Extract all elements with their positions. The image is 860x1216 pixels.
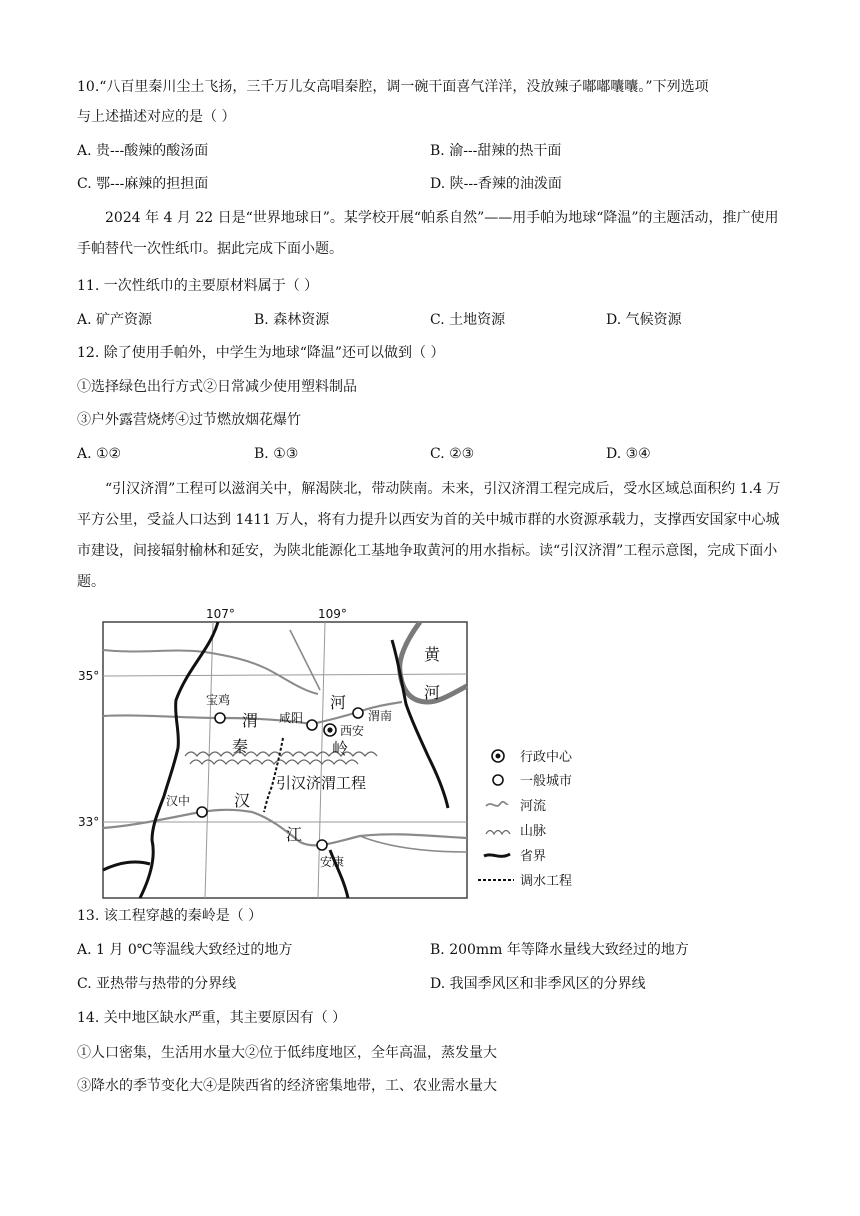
city-label-hanzhong: 汉中: [166, 794, 191, 808]
city-marker-hanzhong: [197, 807, 207, 817]
city-label-weinan: 渭南: [368, 709, 393, 723]
tributary-north-2: [290, 630, 320, 690]
q10-stem-line1: 10.“八百里秦川尘土飞扬，三千万儿女高唱秦腔，调一碗干面喜气洋洋，没放辣子嘟嘟囔囔。”下列选项: [77, 79, 709, 95]
q12-option-d[interactable]: D. ③④: [606, 446, 651, 462]
city-label-baoji: 宝鸡: [206, 693, 231, 707]
q14-statements-line1: ①人口密集，生活用水量大②位于低纬度地区，全年高温，蒸发量大: [77, 1045, 497, 1061]
q12-statements-line2: ③户外露营烧烤④过节燃放烟花爆竹: [77, 412, 301, 428]
province-boundary-southwest: [103, 862, 150, 870]
lon-label-107: 107°: [206, 607, 235, 621]
q11-option-b[interactable]: B. 森林资源: [254, 312, 330, 328]
q12-option-a[interactable]: A. ①②: [77, 446, 122, 462]
q12-option-c[interactable]: C. ②③: [430, 446, 475, 462]
mountain-label-ling: 岭: [332, 739, 349, 758]
q13-option-b[interactable]: B. 200mm 年等降水量线大致经过的地方: [430, 942, 689, 958]
project-label: 引汉济渭工程: [276, 774, 367, 792]
q11-stem: 11. 一次性纸巾的主要原材料属于（ ）: [77, 278, 319, 294]
city-marker-ankang: [317, 840, 327, 850]
river-label-he: 河: [424, 683, 441, 702]
q14-stem: 14. 关中地区缺水严重，其主要原因有（ ）: [77, 1010, 347, 1026]
legend-mountain-icon: [486, 831, 510, 835]
river-label-huang: 黄: [424, 645, 441, 664]
map-frame: [103, 622, 467, 898]
legend-label-diversion: 调水工程: [520, 874, 573, 889]
q10-stem-line2: 与上述描述对应的是（ ）: [77, 109, 236, 125]
q10-option-d[interactable]: D. 陕---香辣的油泼面: [430, 176, 562, 192]
lon-label-109: 109°: [318, 607, 347, 621]
legend-label-mountain: 山脉: [520, 824, 547, 839]
city-marker-xianyang: [307, 720, 317, 730]
q13-stem: 13. 该工程穿越的秦岭是（ ）: [77, 908, 263, 924]
legend-label-river: 河流: [520, 799, 547, 814]
han-tributary: [360, 836, 467, 852]
water-project-map: [0, 600, 860, 900]
city-marker-baoji: [215, 713, 225, 723]
city-label-xian: 西安: [340, 724, 365, 738]
q12-stem: 12. 除了使用手帕外，中学生为地球“降温”还可以做到（ ）: [77, 345, 445, 361]
q11-option-c[interactable]: C. 土地资源: [430, 312, 506, 328]
q10-option-b[interactable]: B. 渝---甜辣的热干面: [430, 143, 562, 159]
legend-label-capital: 行政中心: [520, 750, 573, 765]
legend-city-icon: [493, 775, 503, 785]
city-label-ankang: 安康: [320, 855, 345, 869]
q13-option-d[interactable]: D. 我国季风区和非季风区的分界线: [430, 976, 646, 992]
intro-paragraph-water-project: “引汉济渭”工程可以滋润关中，解渴陕北，带动陕南。未来，引汉济渭工程完成后，受水区域总面积约 1.4 万平方公里，受益人口达到 1411 万人，将有力提升以西安为首的关中城市群的水资源承载力，支撑西安国家中心城市建设，间接辐射榆林和延安，为陕北能源化工基地争取黄河的用水指标。读“引汉济渭”工程示意图，完成下面小题。: [77, 481, 781, 590]
legend-river-icon: [486, 802, 508, 806]
q12-statements-line1: ①选择绿色出行方式②日常减少使用塑料制品: [77, 379, 357, 395]
capital-marker-xian-dot: [327, 727, 332, 732]
river-label-jiang: 江: [286, 825, 303, 844]
q10-option-a[interactable]: A. 贵---酸辣的酸汤面: [77, 143, 209, 159]
lat-label-33: 33°: [78, 815, 100, 829]
legend-boundary-icon: [484, 854, 510, 856]
river-label-wei-he: 河: [330, 693, 347, 712]
q13-option-a[interactable]: A. 1 月 0℃等温线大致经过的地方: [77, 942, 293, 958]
mountain-label-qin: 秦: [232, 737, 249, 756]
intro-paragraph-earth-day: 2024 年 4 月 22 日是“世界地球日”。某学校开展“帕系自然”——用手帕为地球“降温”的主题活动，推广使用手帕替代一次性纸巾。据此完成下面小题。: [77, 210, 779, 257]
city-label-xianyang: 咸阳: [279, 711, 304, 725]
legend-capital-icon-dot: [496, 754, 501, 759]
q11-option-d[interactable]: D. 气候资源: [606, 312, 682, 328]
legend-label-boundary: 省界: [520, 849, 547, 864]
tributary-north: [103, 650, 318, 694]
river-label-wei: 渭: [242, 711, 259, 730]
river-label-han: 汉: [234, 791, 251, 810]
q11-option-a[interactable]: A. 矿产资源: [77, 312, 153, 328]
q12-option-b[interactable]: B. ①③: [254, 446, 299, 462]
legend-label-city: 一般城市: [520, 774, 573, 789]
q14-statements-line2: ③降水的季节变化大④是陕西省的经济密集地带，工、农业需水量大: [77, 1078, 497, 1094]
parallel-35: [103, 674, 467, 676]
q10-option-c[interactable]: C. 鄂---麻辣的担担面: [77, 176, 209, 192]
qinling-mountain-symbol-2: [190, 760, 358, 764]
qinling-mountain-symbol: [185, 752, 377, 756]
map-legend: [478, 749, 573, 889]
city-marker-weinan: [353, 708, 363, 718]
lat-label-35: 35°: [78, 669, 100, 683]
q13-option-c[interactable]: C. 亚热带与热带的分界线: [77, 976, 237, 992]
